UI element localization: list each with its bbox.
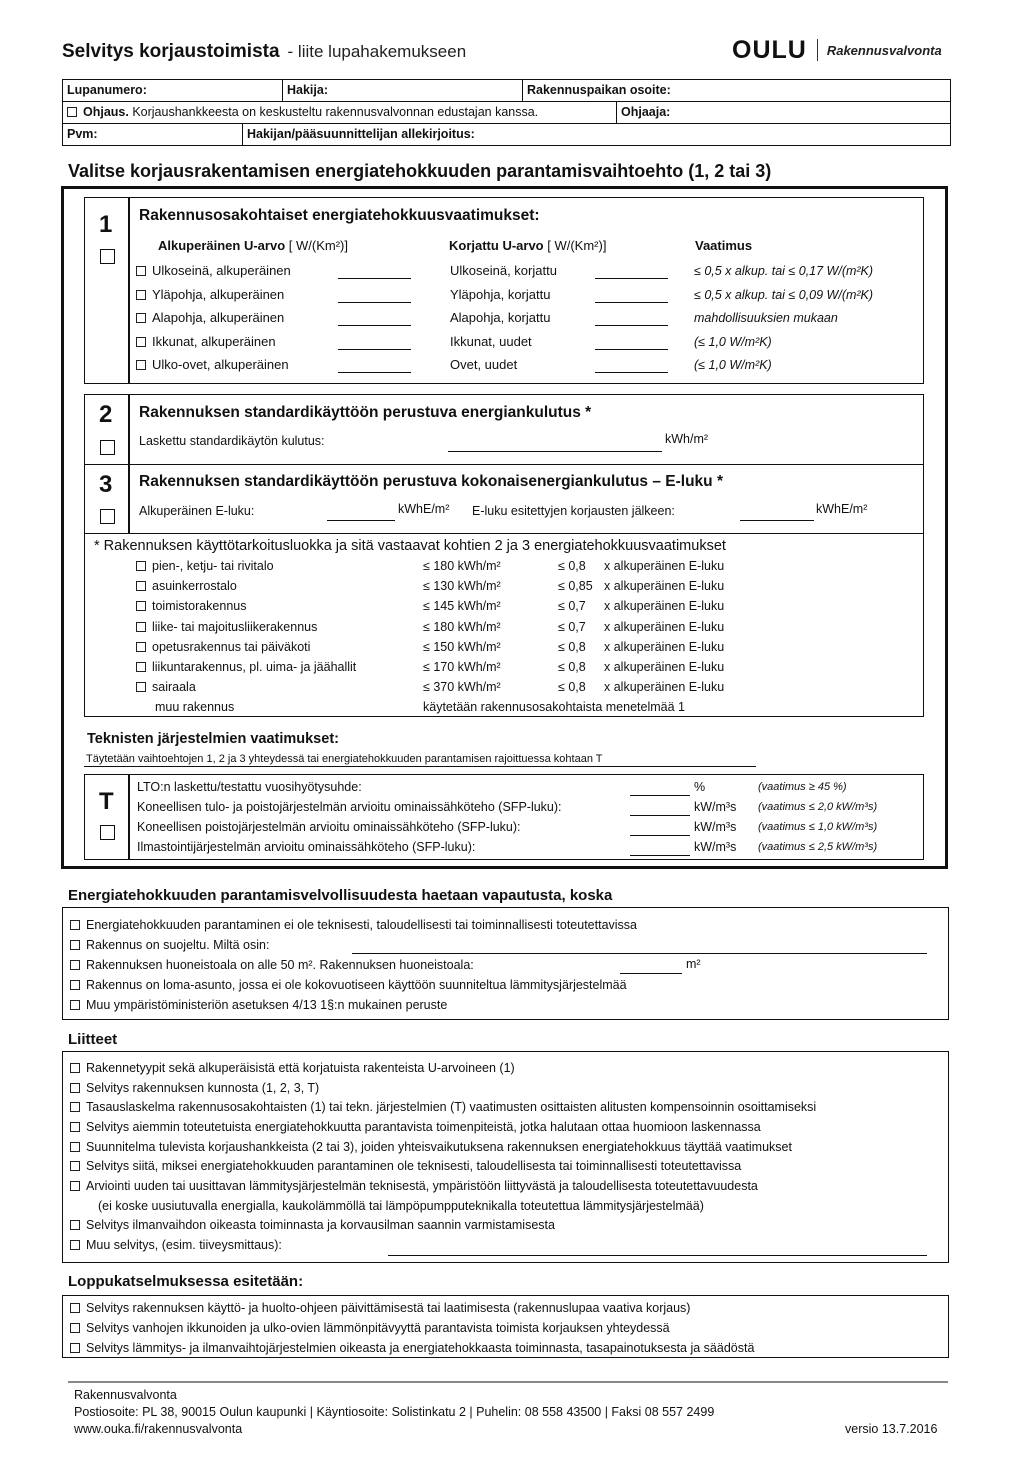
class-text-5: x alkuperäinen E-luku [604,660,725,674]
final-item-1-checkbox[interactable] [70,1323,80,1333]
attachment-item-8[interactable] [70,1238,282,1252]
class-text-4: x alkuperäinen E-luku [604,639,725,654]
tech-checkbox[interactable] [100,825,115,840]
attachment-item-3[interactable] [70,1120,761,1134]
u-orig-row-1-label: Yläpohja, alkuperäinen [152,286,285,302]
option1-checkbox[interactable] [100,249,115,264]
option3-label2: E-luku esitettyjen korjausten jälkeen: [472,504,675,518]
option1-number: 1 [99,211,113,238]
attachment-item-6-label: Arviointi uuden tai uusittavan lämmitysjärjestelmän teknisestä, ympäristöön liittyvästä ja taloudellisesta toteutettavuudesta [86,1179,758,1193]
class-row-0[interactable] [136,559,274,573]
final-heading: Loppukatselmuksessa esitetään: [68,1273,304,1290]
u-orig-row-4-label: Ulko-ovet, alkuperäinen [152,357,289,372]
class-row-1-checkbox[interactable] [136,581,146,591]
class-row-3-label: liike- tai majoitusliikerakennus [152,619,318,634]
ohjaus-checkbox[interactable] [67,107,77,117]
class-factor-6: ≤ 0,8 [558,680,586,695]
final-item-1[interactable] [70,1321,670,1335]
attachment-7-continued: (ei koske uusiutuvalla energialla, kaukolämmöllä tai lämpöpumpputeknikalla toteutettua lämmitysjärjestelmää) [98,1199,704,1213]
exemption-item-0[interactable] [70,918,637,932]
class-row-0-checkbox[interactable] [136,561,146,571]
class-factor-2: ≤ 0,7 [558,599,586,614]
u-orig-row-4[interactable] [136,357,289,372]
class-factor-0: ≤ 0,8 [558,559,586,573]
osoite-field[interactable]: Rakennuspaikan osoite: [527,83,671,97]
footer-address: Postiosoite: PL 38, 90015 Oulun kaupunki | Käyntiosoite: Solistinkatu 2 | Puhelin: 08 558 43500 | Faksi 08 557 2499 [74,1405,715,1419]
exemption-item-1-label: Rakennus on suojeltu. Miltä osin: [86,938,270,952]
u-fixed-input-2[interactable] [595,325,668,326]
oulu-logo [732,36,942,65]
u-orig-row-0-checkbox[interactable] [136,266,146,276]
class-other-name: muu rakennus [155,700,235,714]
u-fixed-input-0[interactable] [595,278,668,279]
class-kwh-3: ≤ 180 kWh/m² [423,619,501,634]
attachment-item-1-checkbox[interactable] [70,1083,80,1093]
u-requirement-3: (≤ 1,0 W/m²K) [694,334,772,349]
attachment-item-3-label: Selvitys aiemmin toteutetuista energiatehokkuutta parantavista toimenpiteistä, jotka halutaan ottaa huomioon laskennassa [86,1120,761,1134]
col-orig-header: Alkuperäinen U-arvo [ W/(Km²)] [158,238,348,253]
tech-letter: T [99,788,114,815]
u-orig-row-0-label: Ulkoseinä, alkuperäinen [152,263,291,278]
tech-req-0: (vaatimus ≥ 45 %) [758,781,847,793]
class-row-6-checkbox[interactable] [136,682,146,692]
exemption-item-2-label: Rakennuksen huoneistoala on alle 50 m². Rakennuksen huoneistoala: [86,958,474,972]
u-requirement-0: ≤ 0,5 x alkup. tai ≤ 0,17 W/(m²K) [694,264,874,278]
exemption-item-3-checkbox[interactable] [70,980,80,990]
option2-unit: kWh/m² [665,432,709,446]
exemption-item-0-label: Energiatehokkuuden parantaminen ei ole teknisesti, taloudellisesti tai toiminnallisesti toteutettavissa [86,918,638,932]
class-row-4-label: opetusrakennus tai päiväkoti [152,639,311,654]
info-table [62,79,951,146]
u-orig-row-2[interactable] [136,310,284,325]
u-orig-row-2-checkbox[interactable] [136,313,146,323]
u-fixed-label-3: Ikkunat, uudet [450,333,532,349]
u-orig-row-4-checkbox[interactable] [136,360,146,370]
pvm-field[interactable]: Pvm: [63,124,243,145]
tech-subheading: Täytetään vaihtoehtojen 1, 2 ja 3 yhteydessä tai energiatehokkuuden parantamisen rajoittuessa kohtaan T [86,753,603,765]
tech-req-1: (vaatimus ≤ 2,0 kW/m³s) [758,801,878,813]
u-orig-input-4[interactable] [338,372,411,373]
u-orig-row-2-label: Alapohja, alkuperäinen [152,310,285,325]
class-row-0-label: pien-, ketju- tai rivitalo [152,559,274,573]
class-row-2-checkbox[interactable] [136,601,146,611]
exemption-item-2[interactable] [70,958,474,972]
u-orig-row-1[interactable] [136,287,284,302]
attachment-item-2-label: Tasauslaskelma rakennusosakohtaisten (1) tai tekn. järjestelmien (T) vaatimusten osittaisten alitusten kompensoinnin osoittamiseksi [86,1100,817,1114]
tech-input-2[interactable] [630,835,690,836]
attachment-item-5-label: Selvitys siitä, miksei energiatehokkuuden parantaminen ole teknisesti, taloudellisesta tai toiminnallisesti toteutettavissa [86,1159,742,1173]
class-text-0: x alkuperäinen E-luku [604,559,725,573]
class-row-2[interactable] [136,599,247,613]
final-item-0-label: Selvitys rakennuksen käyttö- ja huolto-ohjeen päivittämisestä tai laatimisesta (rakennuslupaa vaativa korjaus) [86,1301,691,1315]
classes-heading: * Rakennuksen käyttötarkoitusluokka ja sitä vastaavat kohtien 2 ja 3 energiatehokkuusvaatimukset [94,538,726,554]
class-text-6: x alkuperäinen E-luku [604,680,725,695]
footer-version: versio 13.7.2016 [845,1422,938,1436]
attachment-item-5-checkbox[interactable] [70,1161,80,1171]
u-orig-row-0[interactable] [136,263,291,278]
choose-heading: Valitse korjausrakentamisen energiatehokkuuden parantamisvaihtoehto (1, 2 tai 3) [68,161,772,181]
exemption-item-3-label: Rakennus on loma-asunto, jossa ei ole kokovuotiseen käyttöön suunniteltua lämmitysjärjestelmää [86,978,627,992]
attachment-item-0[interactable] [70,1061,515,1075]
exemption-item-4[interactable] [70,998,447,1012]
attachment-item-1[interactable] [70,1081,319,1095]
attachment-item-6[interactable] [70,1179,758,1193]
exemption-item-1-checkbox[interactable] [70,940,80,950]
attachment-item-3-checkbox[interactable] [70,1122,80,1132]
form-title [62,41,466,63]
u-orig-row-3-checkbox[interactable] [136,337,146,347]
u-fixed-input-1[interactable] [595,302,668,303]
class-row-5[interactable] [136,660,356,674]
class-text-3: x alkuperäinen E-luku [604,619,725,634]
attachment-item-2-checkbox[interactable] [70,1102,80,1112]
exemption-item-2-checkbox[interactable] [70,960,80,970]
class-factor-1: ≤ 0,85 [558,579,593,594]
attachment-item-7-checkbox[interactable] [70,1220,80,1230]
attachments-heading: Liitteet [68,1031,118,1048]
col-req-header: Vaatimus [695,238,753,253]
class-factor-5: ≤ 0,8 [558,660,586,674]
final-item-0[interactable] [70,1301,690,1315]
class-row-5-checkbox[interactable] [136,662,146,672]
u-requirement-2: mahdollisuuksien mukaan [694,311,838,325]
option1-title: Rakennusosakohtaiset energiatehokkuusvaatimukset: [139,207,540,224]
class-text-1: x alkuperäinen E-luku [604,579,725,594]
attachment-item-4-label: Suunnitelma tulevista korjaushankkeista (2 tai 3), joiden yhteisvaikutuksena rakennuksen energiatehokkuus täyttää vaatimukset [86,1140,792,1154]
lupanumero-field[interactable]: Lupanumero: [63,80,283,101]
tech-req-2: (vaatimus ≤ 1,0 kW/m³s) [758,821,878,833]
final-item-2[interactable] [70,1341,754,1355]
hakija-field[interactable]: Hakija: [283,80,523,101]
attachment-item-1-label: Selvitys rakennuksen kunnosta (1, 2, 3, T) [86,1081,320,1095]
option3-checkbox[interactable] [100,509,115,524]
ohjaus-field[interactable]: Ohjaus. Korjaushankkeesta on keskusteltu rakennusvalvonnan edustajan kanssa. [63,102,617,123]
final-item-0-checkbox[interactable] [70,1303,80,1313]
footer-web[interactable]: www.ouka.fi/rakennusvalvonta [74,1422,243,1436]
class-kwh-0: ≤ 180 kWh/m² [423,559,501,573]
class-kwh-5: ≤ 170 kWh/m² [423,660,501,674]
title-subtitle: - liite lupahakemukseen [287,42,467,61]
tech-unit-2: kW/m³s [694,820,737,834]
class-row-4-checkbox[interactable] [136,642,146,652]
class-factor-4: ≤ 0,8 [558,639,586,654]
signature-field[interactable]: Hakijan/pääsuunnittelijan allekirjoitus: [247,127,475,141]
exemption-item-3[interactable] [70,978,627,992]
u-fixed-label-4: Ovet, uudet [450,357,518,372]
class-row-6-label: sairaala [152,680,196,695]
attachment-item-5[interactable] [70,1159,741,1173]
ohjaaja-field[interactable]: Ohjaaja: [621,105,671,119]
u-orig-row-1-checkbox[interactable] [136,290,146,300]
tech-label-2: Koneellisen poistojärjestelmän arvioitu ominaissähköteho (SFP-luku): [137,820,521,834]
exemption-item-1[interactable] [70,938,269,952]
u-orig-input-3[interactable] [338,349,411,350]
u-requirement-4: (≤ 1,0 W/m²K) [694,358,772,372]
final-item-2-checkbox[interactable] [70,1343,80,1353]
option3-title: Rakennuksen standardikäyttöön perustuva kokonaisenergiankulutus – E-luku * [139,473,723,490]
attachment-item-0-label: Rakennetyypit sekä alkuperäisistä että korjatuista rakenteista U-arvoineen (1) [86,1061,515,1075]
class-row-1-label: asuinkerrostalo [152,579,237,594]
tech-unit-1: kW/m³s [694,800,737,814]
u-fixed-label-0: Ulkoseinä, korjattu [450,263,557,278]
option2-checkbox[interactable] [100,440,115,455]
attachment-item-2[interactable] [70,1100,816,1114]
attachment-item-0-checkbox[interactable] [70,1063,80,1073]
tech-label-1: Koneellisen tulo- ja poistojärjestelmän arvioitu ominaissähköteho (SFP-luku): [137,800,562,814]
attachment-item-8-checkbox[interactable] [70,1240,80,1250]
option2-number: 2 [99,401,113,428]
final-item-1-label: Selvitys vanhojen ikkunoiden ja ulko-ovien lämmönpitävyyttä parantavista toimista korjauksen yhteydessä [86,1321,670,1335]
attachment-item-8-label: Muu selvitys, (esim. tiiveysmittaus): [86,1238,282,1252]
u-orig-row-3[interactable] [136,334,276,349]
attachment-item-7-label: Selvitys ilmanvaihdon oikeasta toiminnasta ja korvausilman saannin varmistamisesta [86,1218,555,1232]
class-row-4[interactable] [136,640,310,654]
exemption-item-4-label: Muu ympäristöministeriön asetuksen 4/13 1§:n mukainen peruste [86,998,448,1012]
tech-req-3: (vaatimus ≤ 2,5 kW/m³s) [758,841,878,853]
tech-input-0[interactable] [630,795,690,796]
u-fixed-input-4[interactable] [595,372,668,373]
class-text-2: x alkuperäinen E-luku [604,599,725,614]
option3-unit1: kWhE/m² [398,502,450,516]
footer-org: Rakennusvalvonta [74,1388,177,1402]
attachment-item-7[interactable] [70,1218,555,1232]
attachment-item-6-checkbox[interactable] [70,1181,80,1191]
attachment-item-4-checkbox[interactable] [70,1142,80,1152]
class-kwh-4: ≤ 150 kWh/m² [423,639,501,654]
option3-label1: Alkuperäinen E-luku: [139,504,255,518]
option3-number: 3 [99,471,113,498]
tech-unit-3: kW/m³s [694,840,737,854]
class-row-2-label: toimistorakennus [152,599,247,614]
class-kwh-2: ≤ 145 kWh/m² [423,599,501,614]
class-other-text: käytetään rakennusosakohtaista menetelmää 1 [423,700,685,714]
class-row-3-checkbox[interactable] [136,622,146,632]
tech-label-0: LTO:n laskettu/testattu vuosihyötysuhde: [137,780,362,794]
u-orig-input-1[interactable] [338,302,411,303]
class-row-5-label: liikuntarakennus, pl. uima- ja jäähallit [152,660,357,674]
tech-unit-0: % [694,780,706,794]
col-fixed-header: Korjattu U-arvo [ W/(Km²)] [449,238,607,253]
class-kwh-1: ≤ 130 kWh/m² [423,579,501,594]
u-requirement-1: ≤ 0,5 x alkup. tai ≤ 0,09 W/(m²K) [694,287,874,302]
u-fixed-label-2: Alapohja, korjattu [450,310,551,325]
option2-title: Rakennuksen standardikäyttöön perustuva energiankulutus * [139,404,592,421]
exemption-m2: m² [686,957,701,971]
logo-text: OULU [732,36,807,64]
u-fixed-label-1: Yläpohja, korjattu [450,286,551,302]
tech-input-3[interactable] [630,855,690,856]
class-row-1[interactable] [136,579,237,593]
exemption-item-4-checkbox[interactable] [70,1000,80,1010]
u-orig-input-0[interactable] [338,278,411,279]
exemption-heading: Energiatehokkuuden parantamisvelvollisuudesta haetaan vapautusta, koska [68,887,613,904]
final-item-2-label: Selvitys lämmitys- ja ilmanvaihtojärjestelmien oikeasta ja energiatehokkaasta toiminnasta, tasapainotuksesta ja säädöstä [86,1341,755,1355]
option2-label: Laskettu standardikäytön kulutus: [139,434,325,448]
tech-heading: Teknisten järjestelmien vaatimukset: [87,731,339,747]
u-orig-input-2[interactable] [338,325,411,326]
option3-unit2: kWhE/m² [816,502,868,516]
tech-label-3: Ilmastointijärjestelmän arvioitu ominaissähköteho (SFP-luku): [137,840,476,854]
title-text: Selvitys korjaustoimista [62,41,280,62]
class-row-6[interactable] [136,680,196,694]
logo-org: Rakennusvalvonta [826,43,942,58]
tech-input-1[interactable] [630,815,690,816]
u-fixed-input-3[interactable] [595,349,668,350]
exemption-item-0-checkbox[interactable] [70,920,80,930]
class-factor-3: ≤ 0,7 [558,619,586,634]
u-orig-row-3-label: Ikkunat, alkuperäinen [152,333,276,349]
class-kwh-6: ≤ 370 kWh/m² [423,680,501,695]
attachment-item-4[interactable] [70,1140,792,1154]
class-row-3[interactable] [136,620,317,634]
